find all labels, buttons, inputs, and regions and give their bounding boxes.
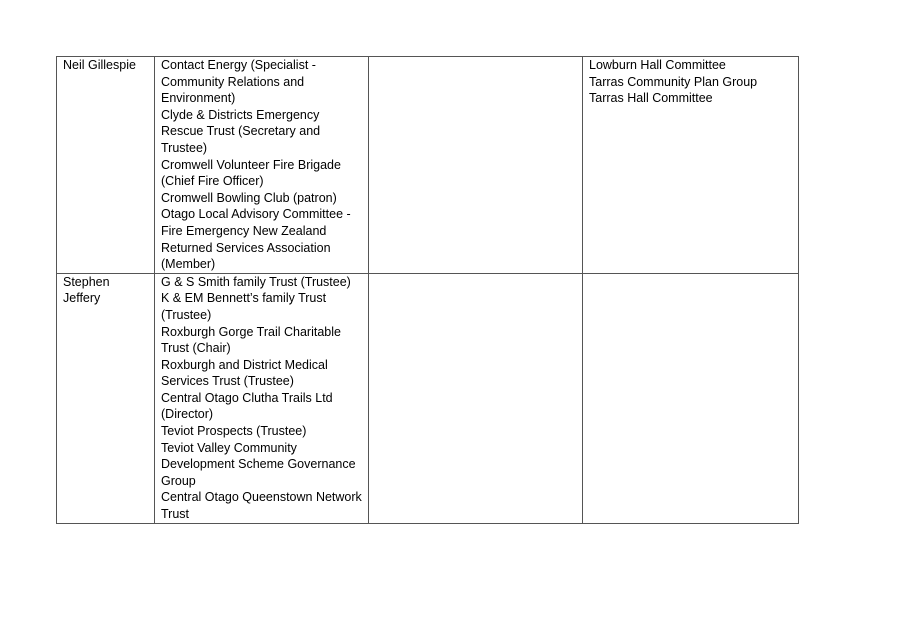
organisation-entry: Cromwell Bowling Club (patron) <box>161 190 337 205</box>
organisation-entry: Teviot Valley Community Development Scheme Governance Group <box>161 440 356 488</box>
organisation-entry: Central Otago Clutha Trails Ltd (Director) <box>161 390 333 422</box>
interests-table <box>56 56 799 524</box>
empty-cell <box>583 273 799 523</box>
committee-entry: Tarras Hall Committee <box>589 91 713 106</box>
organisation-entry: Teviot Prospects (Trustee) <box>161 424 307 439</box>
name-cell <box>57 273 155 523</box>
organisation-entry: Returned Services Association (Member) <box>161 240 331 272</box>
committees-cell <box>583 57 799 274</box>
table-row <box>57 57 799 274</box>
organisations-cell <box>155 273 369 523</box>
member-name: Neil Gillespie <box>63 58 136 72</box>
organisation-entry: Clyde & Districts Emergency Rescue Trust (Secretary and Trustee) <box>161 107 321 155</box>
organisation-entry: Contact Energy (Specialist - Community Relations and Environment) <box>161 58 316 106</box>
organisation-entry: K & EM Bennett’s family Trust (Trustee) <box>161 291 327 322</box>
organisation-entry: Cromwell Volunteer Fire Brigade (Chief Fire Officer) <box>161 157 341 189</box>
organisation-entry: Otago Local Advisory Committee - Fire Emergency New Zealand <box>161 207 351 238</box>
member-name: Stephen Jeffery <box>63 274 110 306</box>
organisation-entry: Roxburgh and District Medical Services Trust (Trustee) <box>161 357 328 389</box>
organisation-entry: Central Otago Queenstown Network Trust <box>161 490 362 522</box>
committee-entry: Tarras Community Plan Group <box>589 74 758 89</box>
empty-cell <box>369 57 583 274</box>
committee-entry: Lowburn Hall Committee <box>589 58 726 72</box>
name-cell <box>57 57 155 274</box>
table-row <box>57 273 799 523</box>
empty-cell <box>369 273 583 523</box>
organisation-entry: Roxburgh Gorge Trail Charitable Trust (Chair) <box>161 324 341 356</box>
organisation-entry: G & S Smith family Trust (Trustee) <box>161 274 351 289</box>
organisations-cell <box>155 57 369 274</box>
